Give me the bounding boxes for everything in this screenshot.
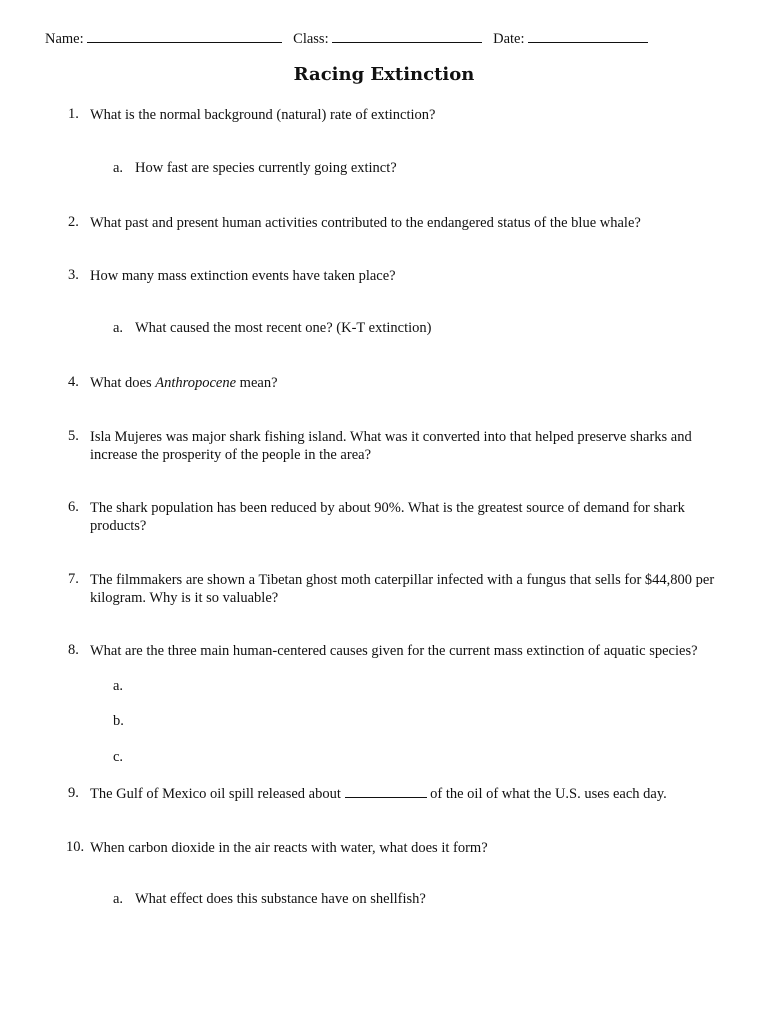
question-number: 9. [68,785,79,801]
date-label: Date: [493,31,525,47]
question-text-after: of the oil of what the U.S. uses each day. [426,786,667,802]
subquestion-text: How fast are species currently going extinct? [135,160,397,176]
answer-letter: b. [113,713,124,729]
question-text-before: What does [90,375,156,391]
subquestion-letter: a. [113,320,124,336]
question-number: 7. [68,571,79,587]
question-text: What is the normal background (natural) rate of extinction? [90,107,436,123]
question-term-italic: Anthropocene [155,375,237,391]
class-label: Class: [293,31,329,47]
answer-letter: c. [113,749,124,765]
name-label: Name: [45,31,84,47]
question-number: 3. [68,267,79,283]
name-field[interactable] [87,30,282,43]
question-text: The filmmakers are shown a Tibetan ghost moth caterpillar infected with a fungus that sells for $44,800 per kilogram. Why is it so valuable? [90,572,715,606]
question-number: 2. [68,214,79,230]
question-text [90,785,730,803]
question-text: What past and present human activities contributed to the endangered status of the blue whale? [90,215,641,231]
question-text-before: The Gulf of Mexico oil spill released about [90,786,345,802]
question-text: The shark population has been reduced by about 90%. What is the greatest source of demand for shark products? [90,500,685,534]
answer-letter: a. [113,678,124,694]
subquestion-text: What caused the most recent one? (K-T extinction) [135,320,432,336]
subquestion-letter: a. [113,160,124,176]
question-number: 1. [68,106,79,122]
subquestion-text: What effect does this substance have on shellfish? [135,891,426,907]
question-number: 8. [68,642,79,658]
header-row [45,30,648,48]
question-text [90,374,730,392]
question-text: How many mass extinction events have taken place? [90,268,396,284]
class-field[interactable] [332,30,482,43]
question-number: 5. [68,428,79,444]
fill-in-blank[interactable] [345,785,427,798]
date-field[interactable] [528,30,648,43]
question-text: When carbon dioxide in the air reacts with water, what does it form? [90,840,488,856]
page-title: Racing Extinction [293,64,475,85]
question-text: Isla Mujeres was major shark fishing island. What was it converted into that helped preserve sharks and increase the prosperity of the people in the area? [90,429,692,463]
question-number: 6. [68,499,79,515]
question-text-after: mean? [236,375,278,391]
subquestion-letter: a. [113,891,124,907]
question-number: 10. [66,839,85,855]
question-number: 4. [68,374,79,390]
question-text: What are the three main human-centered causes given for the current mass extinction of aquatic species? [90,643,698,659]
